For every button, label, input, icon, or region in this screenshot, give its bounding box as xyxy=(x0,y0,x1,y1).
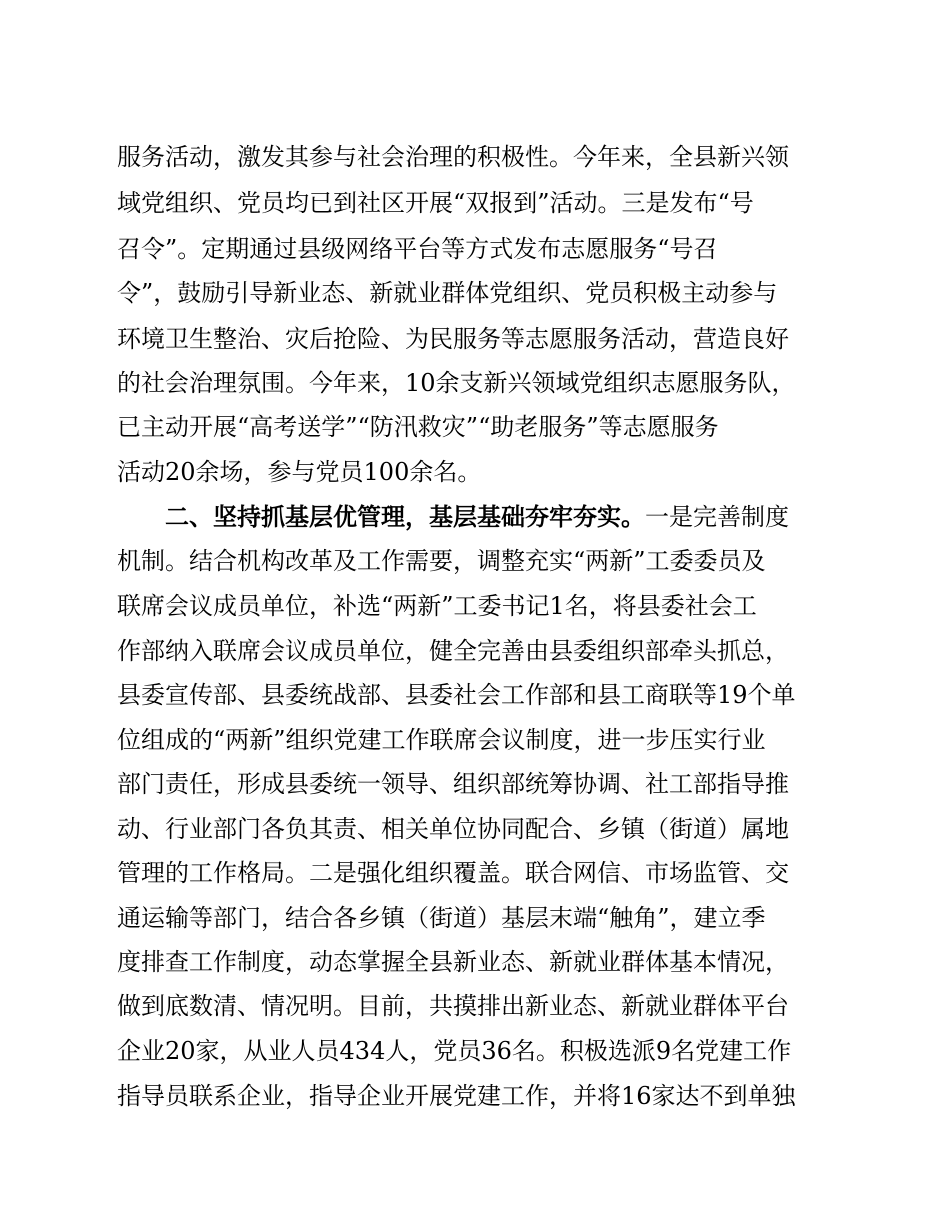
body-line: 企业20家，从业人员434人，党员36名。积极选派9名党建工作 xyxy=(117,1037,792,1065)
body-line: 域党组织、党员均已到社区开展“双报到”活动。三是发布“号 xyxy=(117,189,754,217)
body-line: 作部纳入联席会议成员单位，健全完善由县委组织部牵头抓总， xyxy=(117,637,789,665)
section-first-line xyxy=(165,497,837,537)
body-line: 指导员联系企业，指导企业开展党建工作，并将16家达不到单独 xyxy=(117,1082,796,1110)
section-heading: 二、坚持抓基层优管理，基层基础夯牢夯实。 xyxy=(165,503,645,531)
section-first-line-text: 一是完善制度 xyxy=(645,503,789,531)
body-line: 令”，鼓励引导新业态、新就业群体党组织、党员积极主动参与 xyxy=(117,279,778,307)
body-line: 管理的工作格局。二是强化组织覆盖。联合网信、市场监管、交 xyxy=(117,859,789,887)
body-line: 环境卫生整治、灾后抢险、为民服务等志愿服务活动，营造良好 xyxy=(117,325,789,353)
body-line: 位组成的“两新”组织党建工作联席会议制度，进一步压实行业 xyxy=(117,726,766,754)
body-line: 的社会治理氛围。今年来，10余支新兴领域党组织志愿服务队， xyxy=(117,369,796,397)
body-line: 动、行业部门各负其责、相关单位协同配合、乡镇（街道）属地 xyxy=(117,815,789,843)
body-line: 度排查工作制度，动态掌握全县新业态、新就业群体基本情况， xyxy=(117,948,789,976)
body-line: 机制。结合机构改革及工作需要，调整充实“两新”工委委员及 xyxy=(117,547,766,575)
body-line: 召令”。定期通过县级网络平台等方式发布志愿服务“号召 xyxy=(117,235,718,263)
body-line: 服务活动，激发其参与社会治理的积极性。今年来，全县新兴领 xyxy=(117,143,789,171)
body-line: 活动20余场，参与党员100余名。 xyxy=(117,458,482,486)
body-line: 县委宣传部、县委统战部、县委社会工作部和县工商联等19个单 xyxy=(117,681,796,709)
body-line: 已主动开展“高考送学”“防汛救灾”“助老服务”等志愿服务 xyxy=(117,413,719,441)
body-line: 通运输等部门，结合各乡镇（街道）基层末端“触角”，建立季 xyxy=(117,904,766,932)
body-line: 做到底数清、情况明。目前，共摸排出新业态、新就业群体平台 xyxy=(117,992,789,1020)
body-line: 联席会议成员单位，补选“两新”工委书记1名，将县委社会工 xyxy=(117,592,757,620)
body-line: 部门责任，形成县委统一领导、组织部统筹协调、社工部指导推 xyxy=(117,770,789,798)
